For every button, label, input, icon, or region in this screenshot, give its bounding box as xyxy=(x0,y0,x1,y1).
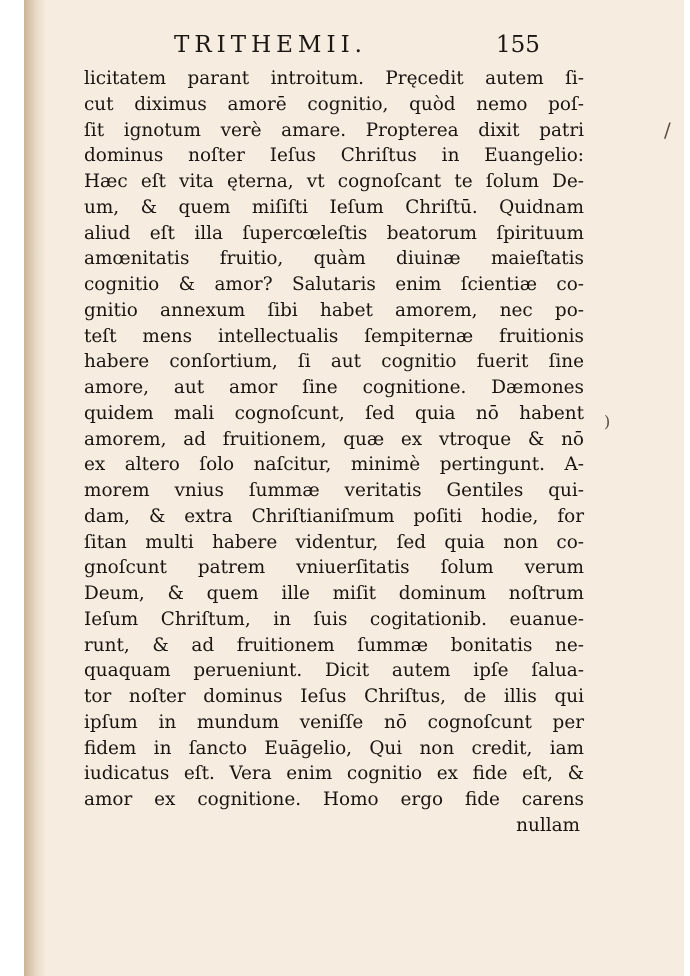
text-line: ipſum in mundum veniſſe nō cognoſcunt per xyxy=(84,711,584,733)
text-line: aliud eſt illa ſupercœleſtis beatorum ſpirituum xyxy=(84,222,584,244)
body-text xyxy=(84,66,584,839)
page-number: 155 xyxy=(496,32,540,58)
margin-ink-mark: ) xyxy=(604,412,611,431)
text-line: gnoſcunt patrem vniuerſitatis ſolum verum xyxy=(84,557,584,579)
text-line: iudicatus eſt. Vera enim cognitio ex fide eſt, & xyxy=(84,763,584,785)
text-line: Deum, & quem ille miſit dominum noſtrum xyxy=(84,583,584,604)
text-line: quaquam perueniunt. Dicit autem ipſe ſalua- xyxy=(84,660,584,682)
page-header xyxy=(24,30,684,66)
text-line: ſitan multi habere videntur, ſed quia non co- xyxy=(84,531,584,553)
text-line: cognitio & amor? Salutaris enim ſcientiæ co- xyxy=(84,274,584,295)
text-line: um, & quem miſiſti Ieſum Chriſtū. Quidnam xyxy=(84,196,584,218)
text-line: dam, & extra Chriſtianiſmum poſiti hodie, for xyxy=(84,505,584,527)
text-line: teſt mens intellectualis ſempiternæ fruitionis xyxy=(84,325,584,347)
text-line: tor noſter dominus Ieſus Chriſtus, de illis qui xyxy=(84,686,584,707)
text-line: amorem, ad fruitionem, quæ ex vtroque & nō xyxy=(84,428,584,450)
text-line: amœnitatis fruitio, quàm diuinæ maieſtatis xyxy=(84,248,584,270)
text-line: dominus noſter Ieſus Chriſtus in Euangelio: xyxy=(84,145,584,167)
text-line: Hæc eſt vita ęterna, vt cognoſcant te ſolum De- xyxy=(84,171,584,192)
text-line: amor ex cognitione. Homo ergo fide carens xyxy=(84,789,584,810)
catchword: nullam xyxy=(516,814,580,836)
book-page xyxy=(24,0,684,976)
text-line: ex altero ſolo naſcitur, minimè pertingunt. A- xyxy=(84,454,584,476)
page-gutter-shadow xyxy=(24,0,46,976)
margin-ink-mark: / xyxy=(664,118,671,142)
text-line: quidem mali cognoſcunt, ſed quia nō habent xyxy=(84,402,584,424)
text-line: habere conſortium, ſi aut cognitio fuerit ſine xyxy=(84,351,584,373)
text-line: licitatem parant introitum. Pręcedit autem ſi- xyxy=(84,68,584,89)
text-line: amore, aut amor ſine cognitione. Dæmones xyxy=(84,377,584,398)
text-line: Ieſum Chriſtum, in ſuis cogitationib. euanue- xyxy=(84,608,584,630)
text-line: fidem in ſancto Euāgelio, Qui non credit, iam xyxy=(84,737,584,759)
text-line: ſit ignotum verè amare. Propterea dixit patri xyxy=(84,119,584,141)
text-line: gnitio annexum ſibi habet amorem, nec po- xyxy=(84,299,584,321)
running-head: TRITHEMII. xyxy=(174,32,367,58)
text-line: cut diximus amorē cognitio, quòd nemo poſ- xyxy=(84,93,584,115)
text-line: runt, & ad fruitionem ſummæ bonitatis ne- xyxy=(84,634,584,656)
text-line: morem vnius ſummæ veritatis Gentiles qui- xyxy=(84,480,584,501)
